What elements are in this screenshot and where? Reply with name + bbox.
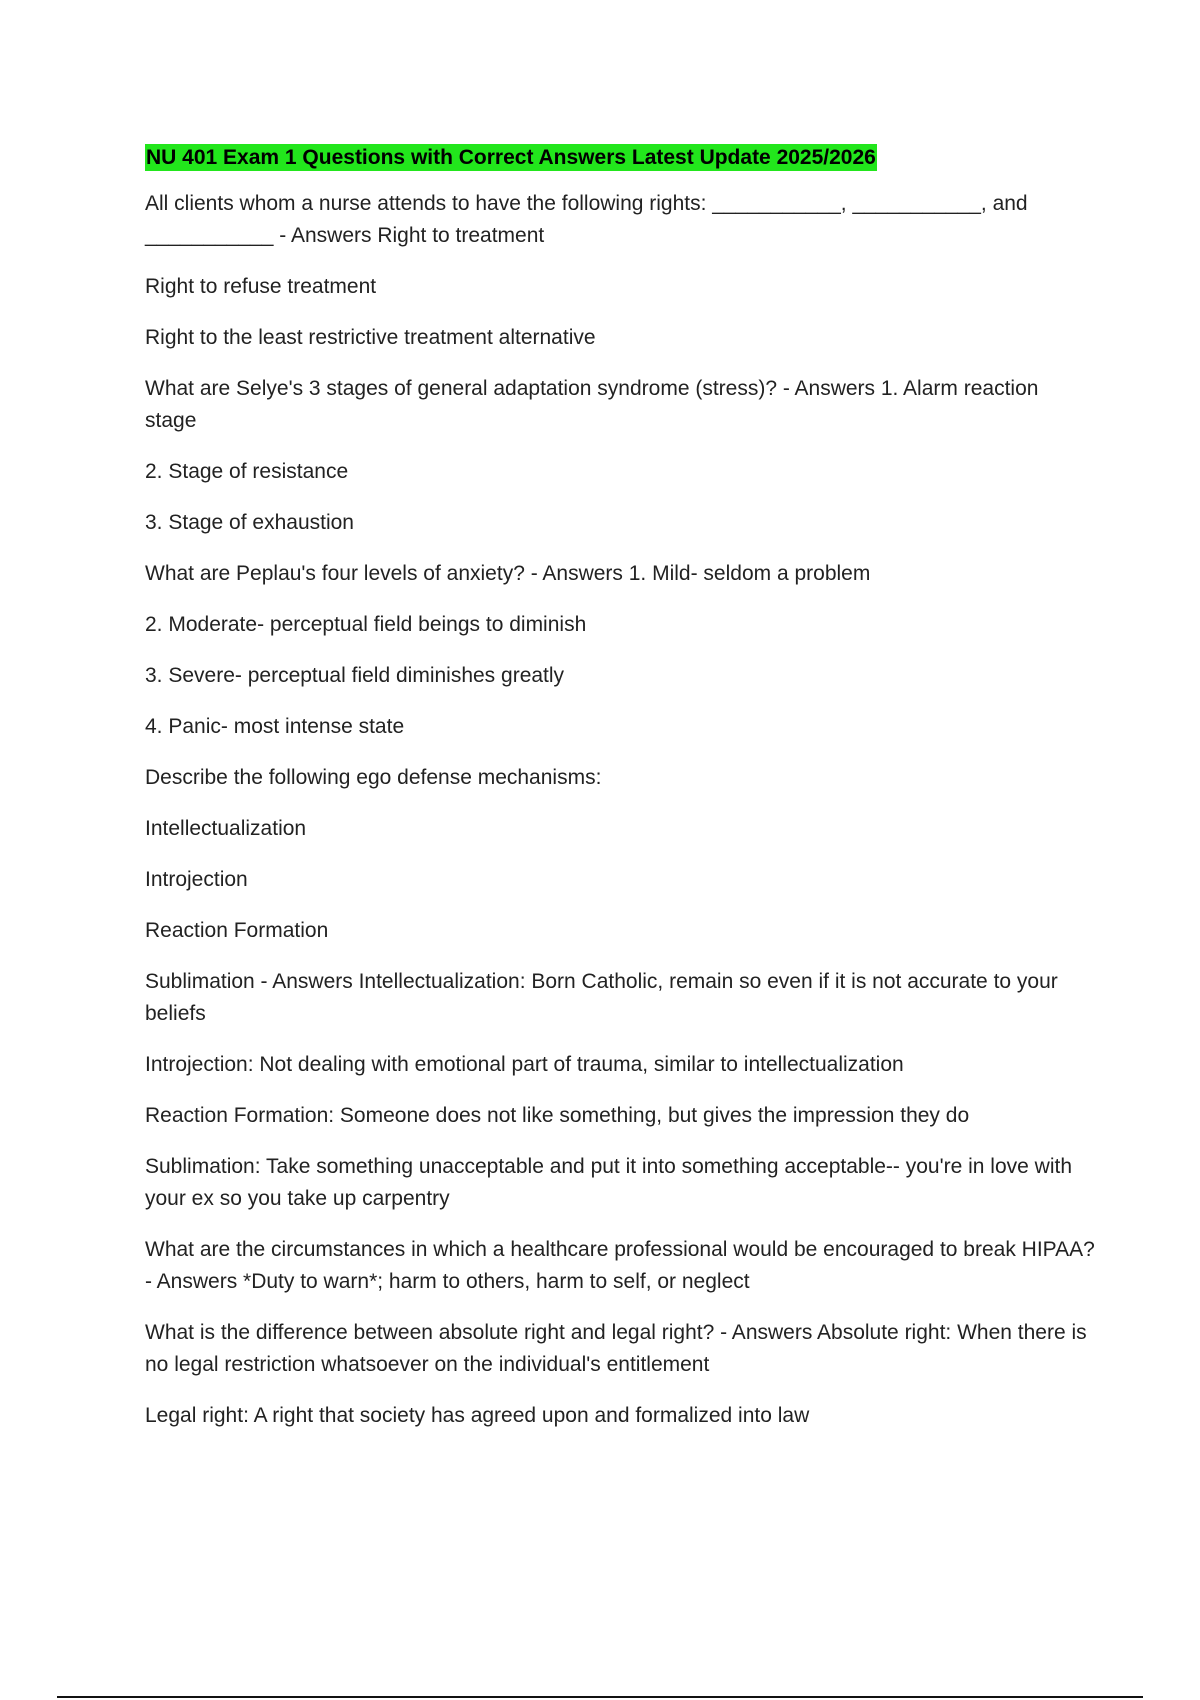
paragraph-rights-question: All clients whom a nurse attends to have the following rights: ___________, ___________, and ___________ - Answers Right to treatment xyxy=(145,192,1028,247)
document-body xyxy=(145,142,1095,1451)
footer-divider xyxy=(57,1696,1143,1698)
paragraph-moderate-anxiety: 2. Moderate- perceptual field beings to diminish xyxy=(145,613,587,636)
paragraph-sublimation-answer: Sublimation - Answers Intellectualization: Born Catholic, remain so even if it is not accurate to your beliefs xyxy=(145,970,1058,1025)
paragraph-stage-exhaustion: 3. Stage of exhaustion xyxy=(145,511,354,534)
paragraph-selye-question: What are Selye's 3 stages of general adaptation syndrome (stress)? - Answers 1. Alarm reaction stage xyxy=(145,377,1039,432)
title-line xyxy=(145,142,1095,176)
paragraph-severe-anxiety: 3. Severe- perceptual field diminishes greatly xyxy=(145,664,565,687)
paragraph-introjection: Introjection xyxy=(145,868,248,891)
paragraph-refuse-treatment: Right to refuse treatment xyxy=(145,275,377,298)
paragraph-reaction-formation-answer: Reaction Formation: Someone does not like something, but gives the impression they do xyxy=(145,1104,970,1127)
paragraph-panic-anxiety: 4. Panic- most intense state xyxy=(145,715,405,738)
paragraph-absolute-right-question: What is the difference between absolute right and legal right? - Answers Absolute right: When there is no legal restriction whatsoever on the individual's entitlement xyxy=(145,1321,1087,1376)
paragraph-intellectualization: Intellectualization xyxy=(145,817,307,840)
paragraph-legal-right: Legal right: A right that society has agreed upon and formalized into law xyxy=(145,1404,810,1427)
paragraph-reaction-formation: Reaction Formation xyxy=(145,919,329,942)
paragraph-ego-defense-question: Describe the following ego defense mechanisms: xyxy=(145,766,602,789)
paragraph-stage-resistance: 2. Stage of resistance xyxy=(145,460,349,483)
paragraph-least-restrictive: Right to the least restrictive treatment alternative xyxy=(145,326,596,349)
paragraph-hipaa-question: What are the circumstances in which a healthcare professional would be encouraged to break HIPAA? - Answers *Duty to warn*; harm to others, harm to self, or neglect xyxy=(145,1238,1095,1293)
document-title: NU 401 Exam 1 Questions with Correct Answers Latest Update 2025/2026 xyxy=(146,146,876,169)
paragraph-introjection-answer: Introjection: Not dealing with emotional part of trauma, similar to intellectualization xyxy=(145,1053,904,1076)
paragraph-peplau-question: What are Peplau's four levels of anxiety? - Answers 1. Mild- seldom a problem xyxy=(145,562,871,585)
paragraph-sublimation-definition: Sublimation: Take something unacceptable and put it into something acceptable-- you're in love with your ex so you take up carpentry xyxy=(145,1155,1073,1210)
